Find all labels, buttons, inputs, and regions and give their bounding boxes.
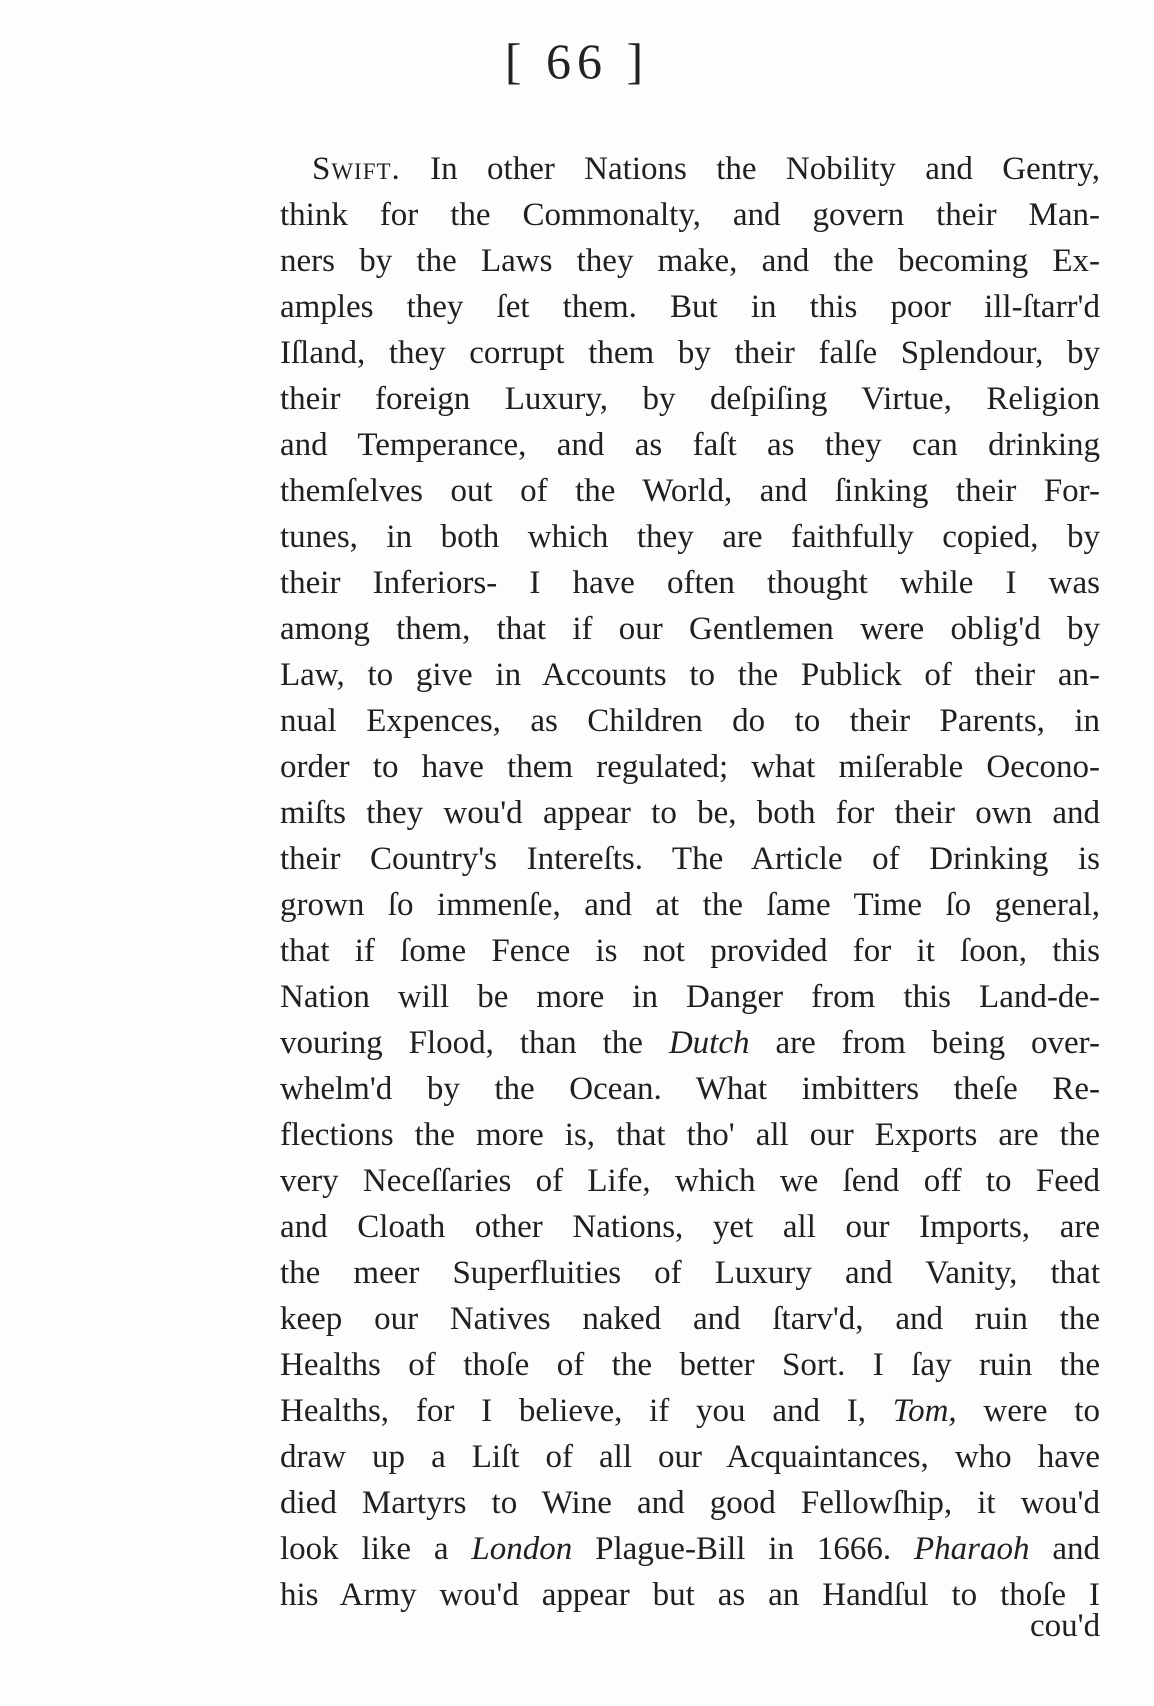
text-line: Law, to give in Accounts to the Publick of their an-	[280, 657, 1100, 693]
text-line: amples they ſet them. But in this poor ill-ſtarr'd	[280, 289, 1100, 325]
text-line: draw up a Liſt of all our Acquaintances, who have	[280, 1439, 1100, 1475]
text-line: keep our Natives naked and ſtarv'd, and ruin the	[280, 1301, 1100, 1337]
italic-text: London	[471, 1531, 573, 1567]
text-line: nual Expences, as Children do to their Parents, in	[280, 703, 1100, 739]
text-line: Healths of thoſe of the better Sort. I ſay ruin the	[280, 1347, 1100, 1383]
text-line: whelm'd by the Ocean. What imbitters theſe Re-	[280, 1071, 1100, 1107]
text-line: and Temperance, and as faſt as they can drinking	[280, 427, 1100, 463]
text-line: tunes, in both which they are faithfully copied, by	[280, 519, 1100, 555]
text-line: miſts they wou'd appear to be, both for their own and	[280, 795, 1100, 831]
text-line: look like a London Plague-Bill in 1666. Pharaoh and	[280, 1531, 1100, 1567]
text-line: died Martyrs to Wine and good Fellowſhip, it wou'd	[280, 1485, 1100, 1521]
speaker-name: Swift.	[312, 151, 401, 187]
italic-text: Dutch	[668, 1025, 750, 1061]
text-line: grown ſo immenſe, and at the ſame Time ſo general,	[280, 887, 1100, 923]
page-number: [ 66 ]	[504, 33, 650, 89]
text-line: and Cloath other Nations, yet all our Imports, are	[280, 1209, 1100, 1245]
text-line: flections the more is, that tho' all our Exports are the	[280, 1117, 1100, 1153]
text-line: his Army wou'd appear but as an Handſul to thoſe I	[280, 1577, 1100, 1613]
text-line: Healths, for I believe, if you and I, Tom, were to	[280, 1393, 1100, 1429]
text-line: among them, that if our Gentlemen were oblig'd by	[280, 611, 1100, 647]
text-line: the meer Superfluities of Luxury and Vanity, that	[280, 1255, 1100, 1291]
text-line: Nation will be more in Danger from this Land-de-	[280, 979, 1100, 1015]
catchword: cou'd	[1030, 1608, 1101, 1644]
text-line: ners by the Laws they make, and the becoming Ex-	[280, 243, 1100, 279]
text-line: Iſland, they corrupt them by their falſe Splendour, by	[280, 335, 1100, 371]
text-line: their foreign Luxury, by deſpiſing Virtue, Religion	[280, 381, 1100, 417]
italic-text: Tom,	[892, 1393, 957, 1429]
text-line: think for the Commonalty, and govern their Man-	[280, 197, 1100, 233]
text-line: their Country's Intereſts. The Article of Drinking is	[280, 841, 1100, 877]
text-line: vouring Flood, than the Dutch are from being over-	[280, 1025, 1100, 1061]
text-line: themſelves out of the World, and ſinking their For-	[280, 473, 1100, 509]
body-text	[280, 146, 1100, 1618]
text-line: that if ſome Fence is not provided for it ſoon, this	[280, 933, 1100, 969]
text-line: very Neceſſaries of Life, which we ſend off to Feed	[280, 1163, 1100, 1199]
text-line: their Inferiors- I have often thought while I was	[280, 565, 1100, 601]
italic-text: Pharaoh	[913, 1531, 1030, 1567]
text-line: order to have them regulated; what miſerable Oecono-	[280, 749, 1100, 785]
text-line: Swift. In other Nations the Nobility and Gentry,	[312, 151, 1100, 187]
